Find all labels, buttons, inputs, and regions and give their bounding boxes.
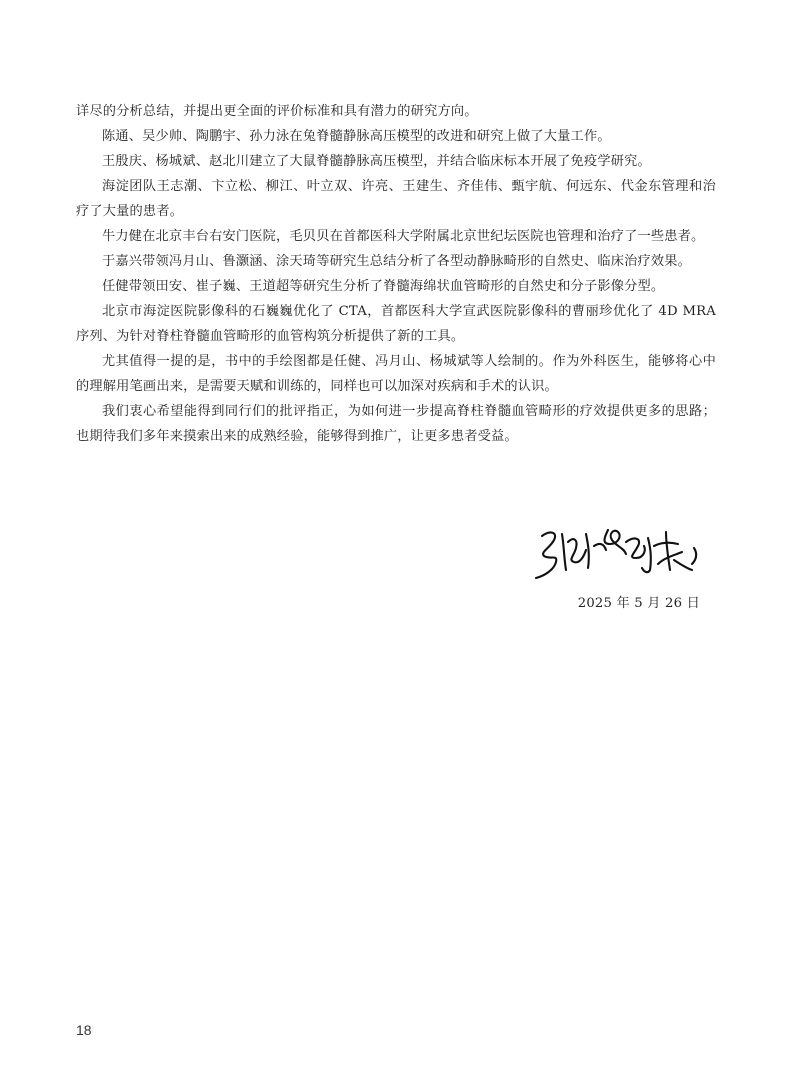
page-number: 18: [76, 1022, 92, 1038]
paragraph: 陈通、吴少帅、陶鹏宇、孙力泳在兔脊髓静脉高压模型的改进和研究上做了大量工作。: [102, 129, 611, 144]
paragraph: 海淀团队王志潮、卞立松、柳江、叶立双、许亮、王建生、齐佳伟、甄宇航、何远东、代金东管理和治疗了大量的患者。: [76, 179, 716, 219]
paragraph: 尤其值得一提的是，书中的手绘图都是任健、冯月山、杨城斌等人绘制的。作为外科医生，能够将心中的理解用笔画出来，是需要天赋和训练的，同样也可以加深对疾病和手术的认识。: [76, 354, 716, 394]
handwritten-signature: [528, 512, 708, 590]
paragraph: 北京市海淀医院影像科的石巍巍优化了 CTA，首都医科大学宣武医院影像科的曹丽珍优化了 4D MRA 序列、为针对脊柱脊髓血管畸形的血管构筑分析提供了新的工具。: [76, 304, 716, 344]
document-date: 2025 年 5 月 26 日: [577, 596, 700, 611]
paragraph: 王殷庆、杨城斌、赵北川建立了大鼠脊髓静脉高压模型，并结合临床标本开展了免疫学研究。: [102, 154, 651, 169]
paragraph: 牛力健在北京丰台右安门医院，毛贝贝在首都医科大学附属北京世纪坛医院也管理和治疗了一些患者。: [102, 229, 705, 244]
paragraph: 任健带领田安、崔子巍、王道超等研究生分析了脊髓海绵状血管畸形的自然史和分子影像分型。: [102, 279, 665, 294]
body-text: [76, 99, 716, 449]
paragraph: 我们衷心希望能得到同行们的批评指正，为如何进一步提高脊柱脊髓血管畸形的疗效提供更多的思路；也期待我们多年来摸索出来的成熟经验，能够得到推广，让更多患者受益。: [76, 404, 716, 444]
paragraph: 于嘉兴带领冯月山、鲁灏涵、涂天琦等研究生总结分析了各型动静脉畸形的自然史、临床治疗效果。: [102, 254, 692, 269]
paragraph: 详尽的分析总结，并提出更全面的评价标准和具有潜力的研究方向。: [76, 104, 478, 119]
